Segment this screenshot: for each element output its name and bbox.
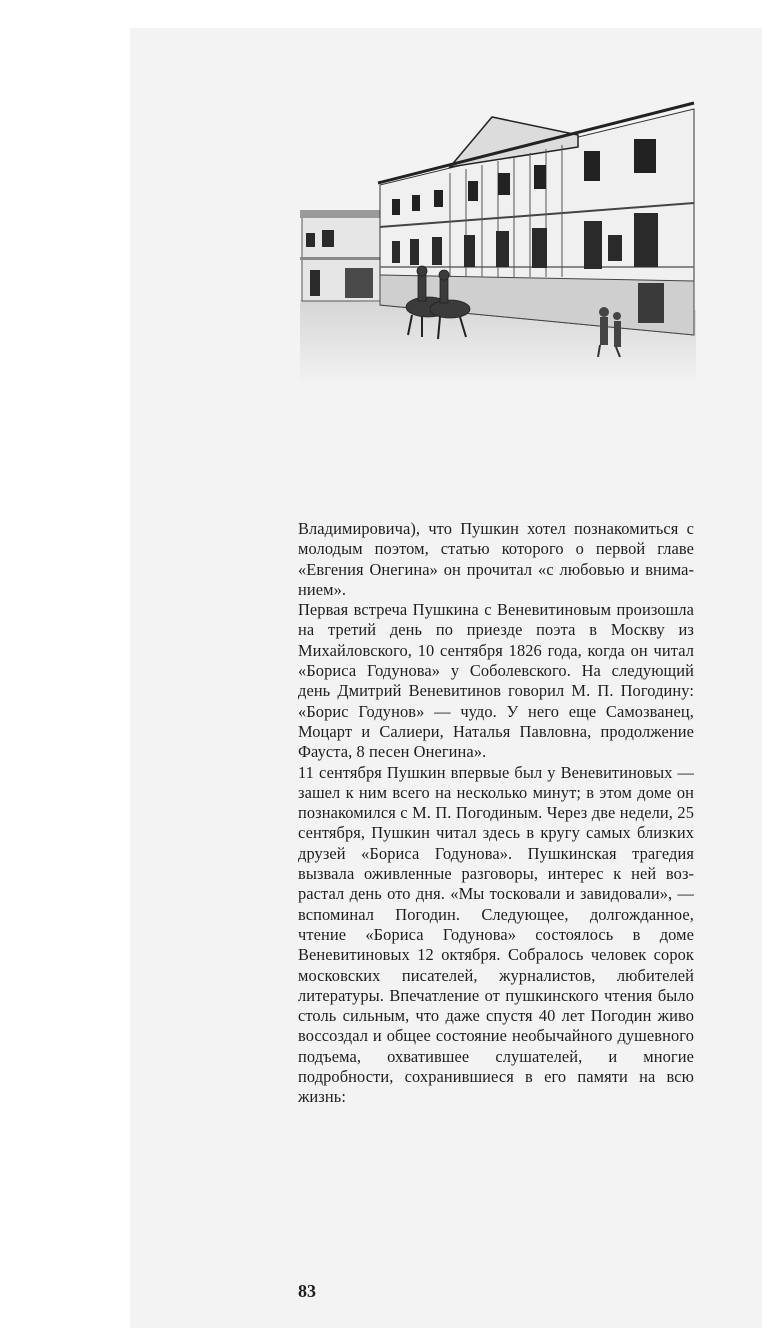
paragraph: 11 сентября Пушкин впервые был у Веневитиновых — зашел к ним всего на несколько минут; в этом доме он познакомился с М. П. Погодиным. Через две недели, 25 сентября, Пушкин читал здесь в кругу самых близких друзей «Бориса Годунова». Пушкинская трагедия вызвала оживленные разговоры, интерес к ней возрастал день ото дня. «Мы тосковали и завидовали», — вспоминал Погодин. Следующее, долгожданное, чтение «Бориса Годунова» состоялось в доме Веневитиновых 12 октября. Собралось человек сорок московских писателей, журналистов, любителей литературы. Впечатление от пушкинского чтения было столь сильным, что даже спустя 40 лет Погодин живо воссоздал и общее состояние необычайного душевного подъема, охватившее слушателей, и многие подробности, сохранившиеся в его памяти на всю жизнь: bbox=[298, 762, 694, 1107]
paragraph: Первая встреча Пушкина с Веневитиновым произошла на третий день по приезде поэта в Москву из Михайловского, 10 сентября 1826 года, когда он читал «Бориса Годунова» у Соболевского. На следующий день Дмитрий Веневитинов говорил М. П. Погодину: «Борис Годунов» — чудо. У него еще Самозванец, Моцарт и Салиери, Наталья Павловна, продолжение Фауста, 8 песен Онегина». bbox=[298, 600, 694, 762]
page-number: 83 bbox=[298, 1281, 316, 1301]
paragraph: Владимировича), что Пушкин хотел познакомиться с молодым поэтом, статью которого о первой главе «Евгения Онегина» он прочитал «с любовью и вниманием». bbox=[298, 519, 694, 599]
body-text bbox=[298, 519, 694, 1108]
building-illustration bbox=[300, 95, 696, 385]
